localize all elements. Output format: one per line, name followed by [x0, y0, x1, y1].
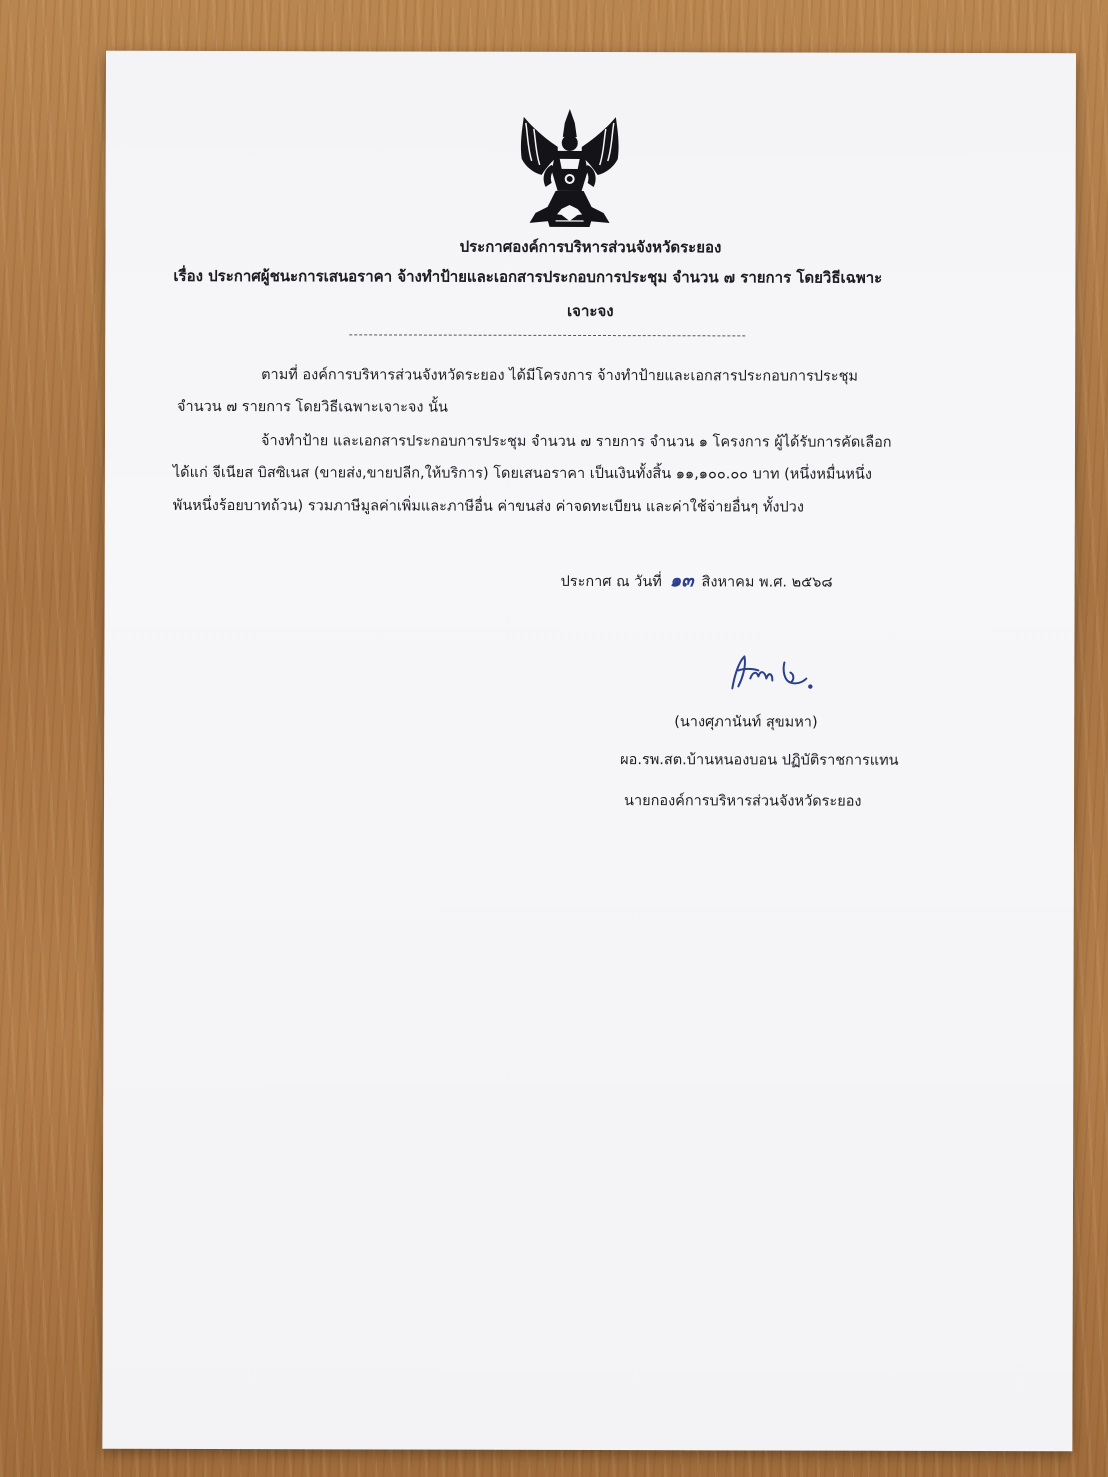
date-suffix: สิงหาคม พ.ศ. ๒๕๖๘ — [701, 574, 833, 591]
handwritten-signature — [724, 648, 814, 696]
body-paragraph-2-line-3: พันหนึ่งร้อยบาทถ้วน) รวมภาษีมูลค่าเพิ่มและภาษีอื่น ค่าขนส่ง ค่าจดทะเบียน และค่าใช้จ่ายอื่นๆ ทั้งปวง — [172, 497, 804, 516]
dashed-divider — [349, 334, 745, 336]
announcement-title: ประกาศองค์การบริหารส่วนจังหวัดระยอง — [459, 237, 722, 257]
body-paragraph-1-line-2: จำนวน ๗ รายการ โดยวิธีเฉพาะเจาะจง นั้น — [177, 398, 448, 416]
document-paper — [102, 51, 1076, 1452]
body-paragraph-2-line-2: ได้แก่ จีเนียส บิสซิเนส (ขายส่ง,ขายปลีก,ให้บริการ) โดยเสนอราคา เป็นเงินทั้งสิ้น ๑๑,๑๐๐.๐๐ บาท (หนึ่งหมื่นหนึ่ง — [172, 464, 872, 483]
signatory-name: (นางศุภานันท์ สุขมหา) — [674, 714, 818, 731]
subject-line: เรื่อง ประกาศผู้ชนะการเสนอราคา จ้างทำป้ายและเอกสารประกอบการประชุม จำนวน ๗ รายการ โดยวิธีเฉพาะ — [173, 266, 883, 287]
signatory-organization: นายกองค์การบริหารส่วนจังหวัดระยอง — [624, 793, 862, 810]
date-prefix: ประกาศ ณ วันที่ — [560, 573, 662, 591]
handwritten-day: ๑๓ — [669, 570, 694, 592]
subject-line-continued: เจาะจง — [567, 301, 614, 321]
signatory-position: ผอ.รพ.สต.บ้านหนองบอน ปฏิบัติราชการแทน — [620, 752, 899, 769]
body-paragraph-1-line-1: ตามที่ องค์การบริหารส่วนจังหวัดระยอง ได้มีโครงการ จ้างทำป้ายและเอกสารประกอบการประชุม — [261, 367, 859, 385]
announcement-date — [561, 565, 833, 595]
body-paragraph-2-line-1: จ้างทำป้าย และเอกสารประกอบการประชุม จำนวน ๗ รายการ จำนวน ๑ โครงการ ผู้ได้รับการคัดเลือก — [260, 433, 892, 451]
garuda-emblem-icon — [516, 109, 624, 233]
